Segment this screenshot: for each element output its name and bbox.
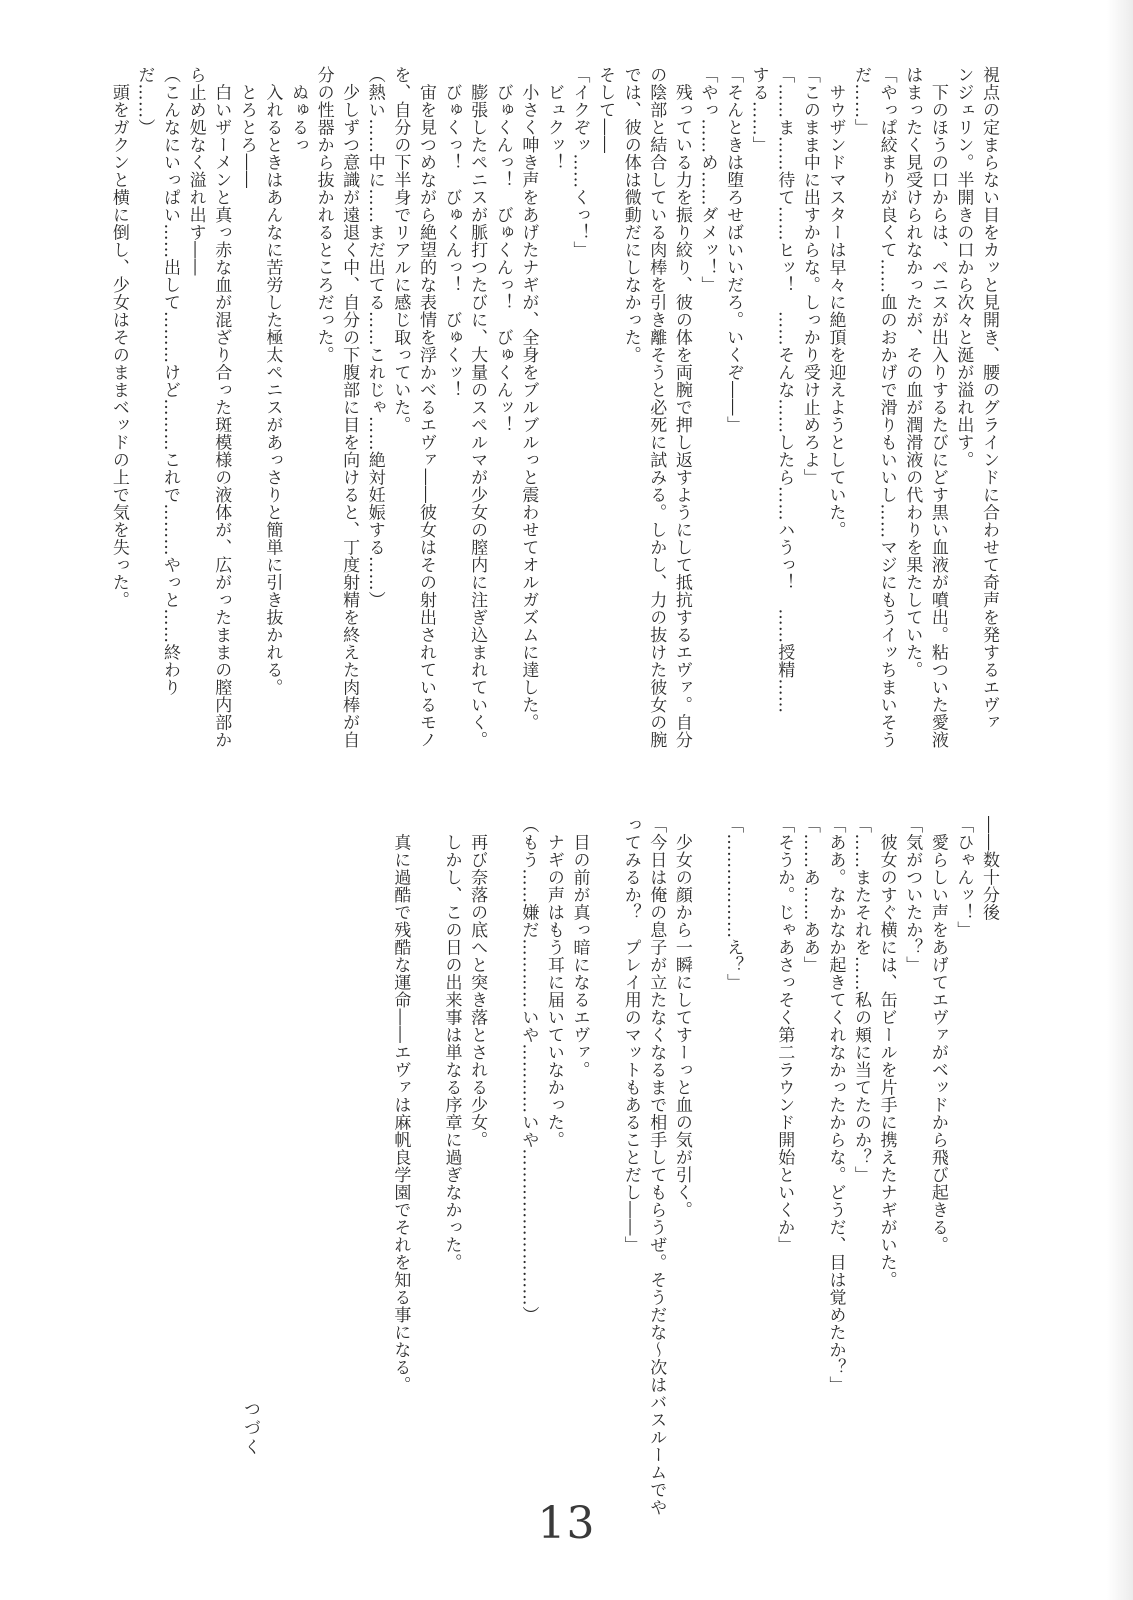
text-line: 「……ま……待て……ヒッ！ ……そんな……したら……ハうっ！ ……授精…… [774, 66, 795, 714]
text-line: 膨張したペニスが脈打つたびに、大量のスペルマが少女の膣内に注ぎ込まれていく。 [467, 66, 488, 749]
page-edge-shadow [1107, 0, 1133, 1600]
page-number: 13 [537, 1498, 596, 1549]
text-line: だ……」 [851, 66, 872, 136]
text-line: しかし、この日の出来事は単なる序章に過ぎなかった。 [441, 816, 462, 1271]
text-line: 再び奈落の底へと突き落とされる少女。 [467, 816, 488, 1149]
text-line: 「このまま中に出すからな。しっかり受け止めろよ」 [799, 66, 820, 486]
text-line: だ……） [134, 66, 155, 136]
text-line: びゅくっ！ びゅくんっ！ びゅくッ！ [441, 66, 462, 399]
lower-text-block [387, 816, 1001, 1556]
text-line: そして―― [595, 66, 616, 154]
text-line: 「………………え？」 [723, 816, 744, 991]
text-line: 「そうか。じゃあさっそく第二ラウンド開始といくか」 [774, 816, 795, 1254]
upper-text-block [105, 66, 1001, 766]
text-line: 入れるときはあんなに苦労した極太ペニスがあっさりと簡単に引き抜かれる。 [262, 66, 283, 696]
text-line: 宙を見つめながら絶望的な表情を浮かべるエヴァ――彼女はその射出されているモノ [415, 66, 436, 749]
text-line: ら止め処なく溢れ出す―― [185, 66, 206, 276]
text-line [694, 816, 720, 1556]
text-line: 「ひゃんッ！」 [953, 816, 974, 939]
text-line: ンジェリン。半開きの口から次々と涎が溢れ出す。 [953, 66, 974, 469]
text-line: とろとろ―― [236, 66, 257, 189]
text-line: （こんなにいっぱい……出して………けど………これで………やっと……終わり [160, 66, 180, 696]
text-line: ぬゅるっ [287, 66, 308, 154]
text-line: 「……あ……ああ」 [799, 816, 820, 974]
to-be-continued-label: つづく [240, 1400, 260, 1457]
text-line [412, 816, 438, 1556]
text-line: 「そんときは堕ろせばいいだろ。いくぞ――」 [723, 66, 744, 434]
text-line: 「気がついたか？」 [902, 816, 923, 974]
text-line: 下のほうの口からは、ペニスが出入りするたびにどす黒い血液が噴出。粘ついた愛液 [927, 66, 948, 749]
text-line: 愛らしい声をあげてエヴァがベッドから飛び起きる。 [927, 816, 948, 1254]
text-line: する……」 [748, 66, 769, 154]
text-line: 頭をガクンと横に倒し、少女はそのままベッドの上で気を失った。 [108, 66, 129, 609]
text-line: はまったく見受けられなかったが、その血が潤滑液の代わりを果たしていた。 [902, 66, 923, 679]
text-line: 「やっぱ絞まりが良くて……血のおかげで滑りもいいし……マジにもうイッちまいそう [876, 66, 897, 749]
text-line: 「……またそれを……私の頬に当てたのか？」 [851, 816, 872, 1184]
text-line: （もう……嫌だ…………いや…………いや………………………） [518, 816, 539, 1324]
text-line: （熱い……中に……まだ出てる……これじゃ……絶対妊娠する……） [364, 66, 385, 609]
text-line: ってみるか？ プレイ用のマットもあることだし――」 [620, 816, 641, 1254]
text-line: 視点の定まらない目をカッと見開き、腰のグラインドに合わせて奇声を発するエヴァ [979, 66, 999, 731]
text-line: サウザンドマスターは早々に絶頂を迎えようとしていた。 [825, 66, 846, 539]
text-line: 「やっ……め……ダメッ！」 [697, 66, 718, 294]
text-line: 真に過酷で残酷な運命――エヴァは麻帆良学園でそれを知る事になる。 [390, 816, 411, 1394]
text-line: 少しずつ意識が遠退く中、自分の下腹部に目を向けると、丁度射精を終えた肉棒が自 [339, 66, 360, 749]
text-line: 少女の顔から一瞬にしてすーっと血の気が引く。 [671, 816, 692, 1219]
text-line: 「ああ。なかなか起きてくれなかったからな。どうだ、目は覚めたか？」 [825, 816, 846, 1394]
text-line: 残っている力を振り絞り、彼の体を両腕で押し返すようにして抵抗するエヴァ。自分 [671, 66, 692, 749]
text-line: 分の性器から抜かれるところだった。 [313, 66, 334, 364]
text-line: 白いザーメンと真っ赤な血が混ざり合った斑模様の液体が、広がったままの膣内部か [211, 66, 232, 749]
text-line: ナギの声はもう耳に届いていなかった。 [543, 816, 564, 1149]
text-line: 彼女のすぐ横には、缶ビールを片手に携えたナギがいた。 [876, 816, 897, 1289]
text-line [592, 816, 618, 1556]
text-line [489, 816, 515, 1556]
text-line: びゅくんっ！ びゅくんっ！ びゅくんッ！ [492, 66, 513, 434]
text-line: を、自分の下半身でリアルに感じ取っていた。 [390, 66, 411, 434]
text-line: 「今日は俺の息子が立たなくなるまで相手してもらうぜ。そうだな～次はバスルームでや [646, 816, 667, 1516]
text-line: では、彼の体は微動だにしなかった。 [620, 66, 641, 364]
text-line: 小さく呻き声をあげたナギが、全身をブルブルっと震わせてオルガズムに達した。 [518, 66, 539, 731]
text-line: 「イクぞッ……くっ！」 [569, 66, 590, 259]
text-line: の陰部と結合している肉棒を引き離そうと必死に試みる。しかし、力の抜けた彼女の腕 [646, 66, 667, 749]
text-line: ビュクッ！ [543, 66, 564, 171]
text-line: 目の前が真っ暗になるエヴァ。 [569, 816, 590, 1079]
text-line [745, 816, 771, 1556]
text-line: ――数十分後 [979, 816, 999, 921]
